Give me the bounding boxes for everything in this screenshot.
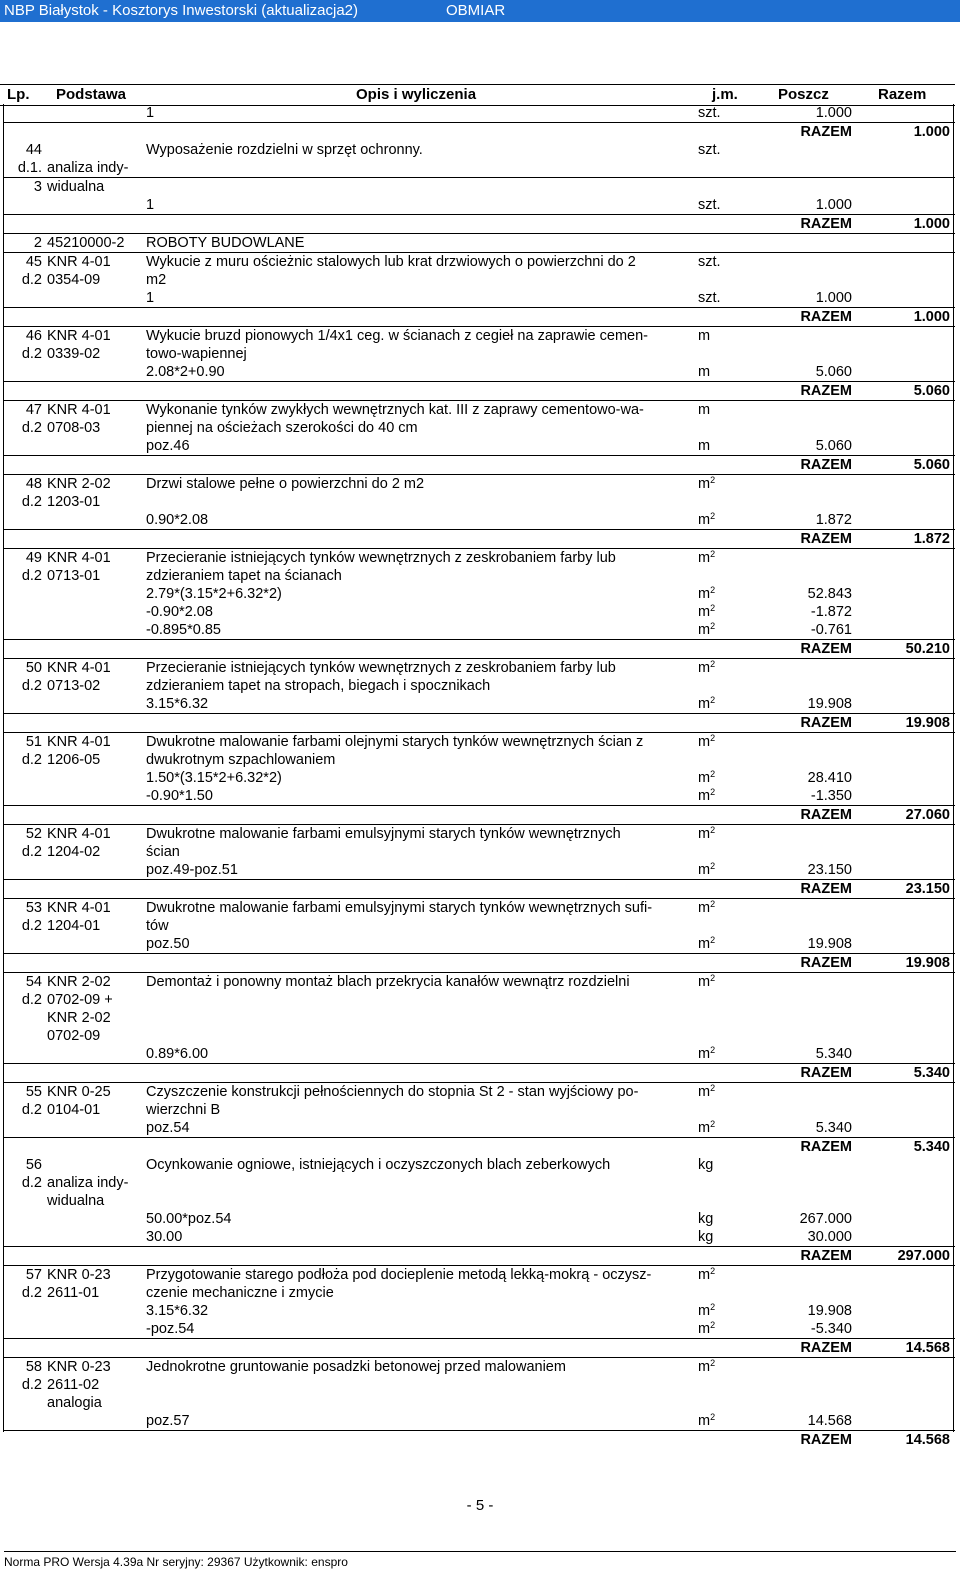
cell-podstawa: KNR 2-02 [47, 476, 111, 492]
cell-jm: kg [698, 1211, 714, 1227]
cell-poszcz: 5.340 [815, 1120, 852, 1136]
cell-podstawa: KNR 4-01 [47, 328, 111, 344]
cell-poszcz: 5.340 [815, 1046, 852, 1062]
table-row [0, 196, 955, 214]
table-row [0, 640, 955, 658]
cell-opis: ROBOTY BUDOWLANE [146, 235, 305, 251]
cell-opis: Przygotowanie starego podłoża pod docieplenie metodą lekką-mokrą - oczysz- [146, 1267, 652, 1283]
cell-opis: poz.54 [146, 1120, 190, 1136]
cell-lp: d.2 [21, 1285, 42, 1301]
cell-jm: $m^2$ [698, 973, 716, 990]
cell-opis: 1 [146, 290, 155, 306]
cell-poszcz: RAZEM [800, 383, 852, 399]
cell-poszcz: 19.908 [807, 1303, 852, 1319]
cell-podstawa: 45210000-2 [47, 235, 125, 251]
cell-podstawa: KNR 0-25 [47, 1084, 111, 1100]
cell-podstawa: KNR 4-01 [47, 550, 111, 566]
table-row [0, 159, 955, 177]
table-row [0, 714, 955, 732]
table-row [0, 530, 955, 548]
cell-razem: 297.000 [897, 1248, 950, 1264]
cell-poszcz: RAZEM [800, 216, 852, 232]
cell-lp: d.2 [21, 752, 42, 768]
cell-jm: $m^2$ [698, 585, 716, 602]
cell-poszcz: 23.150 [807, 862, 852, 878]
cell-lp: 55 [25, 1084, 42, 1100]
cell-opis: m2 [146, 272, 167, 288]
cell-razem: 14.568 [905, 1340, 950, 1356]
cell-jm: szt. [698, 142, 721, 158]
cell-jm: m [698, 328, 711, 344]
table-row [0, 1138, 955, 1156]
cell-podstawa: 0708-03 [47, 420, 101, 436]
cell-lp: 56 [25, 1157, 42, 1173]
page-number: - 5 - [466, 1497, 494, 1514]
cell-lp: d.2 [21, 992, 42, 1008]
cell-poszcz: 30.000 [807, 1229, 852, 1245]
table-row [0, 1192, 955, 1210]
cell-opis: 1 [146, 197, 155, 213]
table-row [0, 123, 955, 141]
cell-lp: 58 [25, 1359, 42, 1375]
window-title: NBP Białystok - Kosztorys Inwestorski (aktualizacja2) [4, 2, 359, 19]
cell-podstawa: KNR 4-01 [47, 660, 111, 676]
table-row [0, 1412, 955, 1430]
table-row [0, 456, 955, 474]
cell-podstawa: KNR 4-01 [47, 402, 111, 418]
table-row [0, 511, 955, 529]
cell-opis: 1.50*(3.15*2+6.32*2) [146, 770, 282, 786]
cell-razem: 27.060 [905, 807, 950, 823]
cell-poszcz: RAZEM [800, 309, 852, 325]
cell-jm: szt. [698, 197, 721, 213]
cell-razem: 5.060 [913, 457, 950, 473]
table-row [0, 382, 955, 400]
cell-lp: 45 [25, 254, 42, 270]
cell-poszcz: 14.568 [807, 1413, 852, 1429]
cell-razem: 1.000 [913, 216, 950, 232]
col-podstawa: Podstawa [56, 86, 127, 103]
cell-jm: $m^2$ [698, 861, 716, 878]
cell-opis: Dwukrotne malowanie farbami emulsyjnymi starych tynków wewnętrznych [146, 826, 621, 842]
cell-opis: dwukrotnym szpachlowaniem [146, 752, 336, 768]
cell-poszcz: -0.761 [810, 622, 852, 638]
cell-poszcz: RAZEM [800, 955, 852, 971]
table-row [0, 825, 955, 843]
table-row [0, 954, 955, 972]
window-title-bar [0, 0, 960, 22]
cell-opis: tów [146, 918, 169, 934]
cell-poszcz: RAZEM [800, 715, 852, 731]
cell-opis: Wyposażenie rozdzielni w sprzęt ochronny. [146, 142, 423, 158]
cell-jm: $m^2$ [698, 1083, 716, 1100]
cell-poszcz: 1.000 [815, 197, 852, 213]
cell-poszcz: RAZEM [800, 1340, 852, 1356]
cell-poszcz: RAZEM [800, 881, 852, 897]
cell-podstawa: 1204-02 [47, 844, 101, 860]
cell-opis: piennej na ościeżach szerokości do 40 cm [146, 420, 418, 436]
table-row [0, 1210, 955, 1228]
column-header-row [0, 84, 955, 106]
table-row [0, 1228, 955, 1246]
cell-jm: $m^2$ [698, 1266, 716, 1283]
kosztorys-table [0, 104, 955, 1449]
table-row [0, 1101, 955, 1119]
cell-opis: 2.79*(3.15*2+6.32*2) [146, 586, 282, 602]
program-footer: Norma PRO Wersja 4.39a Nr seryjny: 29367 Użytkownik: enspro [4, 1551, 956, 1570]
table-row [0, 880, 955, 898]
cell-poszcz: RAZEM [800, 641, 852, 657]
cell-lp: 49 [25, 550, 42, 566]
cell-opis: poz.46 [146, 438, 190, 454]
cell-opis: -0.90*1.50 [146, 788, 213, 804]
col-lp: Lp. [7, 86, 30, 103]
cell-podstawa: KNR 4-01 [47, 734, 111, 750]
cell-opis: 3.15*6.32 [146, 696, 209, 712]
table-row [0, 733, 955, 751]
table-row [0, 973, 955, 991]
cell-jm: $m^2$ [698, 1358, 716, 1375]
table-row [0, 215, 955, 233]
cell-lp: d.2 [21, 272, 42, 288]
cell-razem: 19.908 [905, 715, 950, 731]
cell-podstawa: 0339-02 [47, 346, 101, 362]
cell-razem: 50.210 [905, 641, 950, 657]
cell-opis: -0.90*2.08 [146, 604, 213, 620]
cell-podstawa: KNR 0-23 [47, 1359, 111, 1375]
cell-lp: d.2 [21, 1102, 42, 1118]
cell-podstawa: 1203-01 [47, 494, 101, 510]
cell-poszcz: -5.340 [810, 1321, 852, 1337]
table-row [0, 363, 955, 381]
cell-lp: d.1. [17, 160, 42, 176]
table-row [0, 935, 955, 953]
cell-poszcz: RAZEM [800, 1248, 852, 1264]
cell-opis: Jednokrotne gruntowanie posadzki betonowej przed malowaniem [146, 1359, 566, 1375]
col-poszcz: Poszcz [778, 86, 829, 103]
cell-lp: 54 [25, 974, 42, 990]
cell-opis: zdzieraniem tapet na stropach, biegach i spocznikach [146, 678, 491, 694]
table-row [0, 769, 955, 787]
table-row [0, 1394, 955, 1412]
cell-poszcz: RAZEM [800, 124, 852, 140]
cell-lp: 53 [25, 900, 42, 916]
cell-opis: 1 [146, 105, 155, 121]
cell-opis: wierzchni B [146, 1102, 221, 1118]
col-jm: j.m. [712, 86, 738, 103]
table-row [0, 253, 955, 271]
cell-opis: -poz.54 [146, 1321, 195, 1337]
table-row [0, 1302, 955, 1320]
cell-opis: Wykucie z muru ościeżnic stalowych lub krat drzwiowych o powierzchni do 2 [146, 254, 636, 270]
cell-podstawa: 0713-01 [47, 568, 101, 584]
cell-jm: $m^2$ [698, 621, 716, 638]
cell-lp: d.2 [21, 420, 42, 436]
table-row [0, 419, 955, 437]
table-row [0, 1358, 955, 1376]
table-row [0, 899, 955, 917]
cell-opis: 3.15*6.32 [146, 1303, 209, 1319]
cell-podstawa: 0354-09 [47, 272, 101, 288]
cell-poszcz: 19.908 [807, 696, 852, 712]
table-row [0, 1009, 955, 1027]
table-row [0, 621, 955, 639]
cell-opis: 30.00 [146, 1229, 183, 1245]
cell-opis: zdzieraniem tapet na ścianach [146, 568, 342, 584]
cell-poszcz: 28.410 [807, 770, 852, 786]
cell-jm: szt. [698, 105, 721, 121]
table-row [0, 1027, 955, 1045]
table-row [0, 677, 955, 695]
table-row [0, 1247, 955, 1265]
cell-poszcz: RAZEM [800, 1065, 852, 1081]
cell-opis: Czyszczenie konstrukcji pełnościennych do stopnia St 2 - stan wyjściowy po- [146, 1084, 639, 1100]
cell-podstawa: 0104-01 [47, 1102, 101, 1118]
cell-jm: $m^2$ [698, 1045, 716, 1062]
cell-lp: d.2 [21, 678, 42, 694]
cell-lp: d.2 [21, 1377, 42, 1393]
cell-podstawa: KNR 4-01 [47, 900, 111, 916]
cell-jm: $m^2$ [698, 935, 716, 952]
table-row [0, 141, 955, 159]
cell-podstawa: 0702-09 [47, 1028, 101, 1044]
cell-opis: 0.89*6.00 [146, 1046, 209, 1062]
table-row [0, 585, 955, 603]
cell-razem: 5.060 [913, 383, 950, 399]
table-row [0, 234, 955, 252]
cell-opis: Wykucie bruzd pionowych 1/4x1 ceg. w ścianach z cegieł na zaprawie cemen- [146, 328, 648, 344]
cell-jm: szt. [698, 254, 721, 270]
cell-podstawa: widualna [47, 1193, 105, 1209]
cell-opis: 0.90*2.08 [146, 512, 209, 528]
cell-poszcz: 1.872 [815, 512, 852, 528]
table-row [0, 1045, 955, 1063]
table-row [0, 787, 955, 805]
cell-razem: 1.000 [913, 124, 950, 140]
cell-podstawa: KNR 4-01 [47, 254, 111, 270]
cell-podstawa: KNR 4-01 [47, 826, 111, 842]
cell-jm: $m^2$ [698, 659, 716, 676]
cell-lp: 52 [25, 826, 42, 842]
table-row [0, 1119, 955, 1137]
cell-podstawa: KNR 2-02 [47, 974, 111, 990]
cell-poszcz: 52.843 [807, 586, 852, 602]
cell-jm: $m^2$ [698, 475, 716, 492]
cell-razem: 5.340 [913, 1139, 950, 1155]
cell-jm: $m^2$ [698, 787, 716, 804]
cell-podstawa: 0713-02 [47, 678, 101, 694]
cell-lp: 46 [25, 328, 42, 344]
cell-podstawa: 0702-09 + [47, 992, 113, 1008]
cell-razem: 1.000 [913, 309, 950, 325]
cell-opis: Wykonanie tynków zwykłych wewnętrznych kat. III z zaprawy cementowo-wa- [146, 402, 644, 418]
cell-lp: 47 [25, 402, 42, 418]
cell-jm: $m^2$ [698, 899, 716, 916]
col-razem: Razem [878, 86, 927, 103]
cell-poszcz: RAZEM [800, 1139, 852, 1155]
cell-lp: d.2 [21, 346, 42, 362]
cell-lp: d.2 [21, 494, 42, 510]
cell-poszcz: 1.000 [815, 105, 852, 121]
cell-poszcz: RAZEM [800, 1432, 852, 1448]
cell-opis: 50.00*poz.54 [146, 1211, 232, 1227]
cell-jm: $m^2$ [698, 1302, 716, 1319]
cell-jm: kg [698, 1157, 714, 1173]
cell-jm: m [698, 438, 711, 454]
table-row [0, 567, 955, 585]
cell-jm: $m^2$ [698, 733, 716, 750]
cell-lp: 50 [25, 660, 42, 676]
table-row [0, 271, 955, 289]
table-row [0, 1064, 955, 1082]
cell-podstawa: KNR 2-02 [47, 1010, 111, 1026]
col-opis: Opis i wyliczenia [356, 86, 477, 103]
cell-podstawa: analiza indy- [47, 1175, 129, 1191]
cell-lp: 2 [33, 235, 42, 251]
cell-razem: 23.150 [905, 881, 950, 897]
cell-podstawa: 1206-05 [47, 752, 101, 768]
cell-lp: 48 [25, 476, 42, 492]
table-row [0, 1320, 955, 1338]
table-row [0, 917, 955, 935]
cell-jm: $m^2$ [698, 769, 716, 786]
table-row [0, 104, 955, 122]
cell-opis: Ocynkowanie ogniowe, istniejących i oczyszczonych blach zeberkowych [146, 1157, 611, 1173]
cell-poszcz: RAZEM [800, 457, 852, 473]
table-row [0, 1284, 955, 1302]
cell-opis: Drzwi stalowe pełne o powierzchni do 2 m2 [146, 476, 425, 492]
cell-poszcz: 267.000 [799, 1211, 852, 1227]
table-row [0, 308, 955, 326]
cell-podstawa: analogia [47, 1395, 102, 1411]
cell-razem: 19.908 [905, 955, 950, 971]
cell-lp: 3 [33, 179, 42, 195]
cell-razem: 1.872 [913, 531, 950, 547]
cell-jm: $m^2$ [698, 1320, 716, 1337]
table-row [0, 549, 955, 567]
table-row [0, 1431, 955, 1449]
cell-jm: $m^2$ [698, 603, 716, 620]
cell-lp: 44 [25, 142, 42, 158]
cell-poszcz: 19.908 [807, 936, 852, 952]
table-row [0, 843, 955, 861]
cell-opis: Dwukrotne malowanie farbami olejnymi starych tynków wewnętrznych ścian z [146, 734, 644, 750]
cell-poszcz: 5.060 [815, 438, 852, 454]
section-title: OBMIAR [446, 2, 506, 19]
table-row [0, 327, 955, 345]
table-row [0, 1174, 955, 1192]
table-row [0, 1376, 955, 1394]
cell-opis: czenie mechaniczne i zmycie [146, 1285, 334, 1301]
cell-lp: 57 [25, 1267, 42, 1283]
cell-poszcz: -1.350 [810, 788, 852, 804]
table-row [0, 1083, 955, 1101]
cell-razem: 14.568 [905, 1432, 950, 1448]
cell-jm: kg [698, 1229, 714, 1245]
table-row [0, 1266, 955, 1284]
cell-opis: ścian [146, 844, 180, 860]
table-row [0, 1156, 955, 1174]
cell-razem: 5.340 [913, 1065, 950, 1081]
cell-opis: poz.49-poz.51 [146, 862, 238, 878]
table-row [0, 751, 955, 769]
table-row [0, 475, 955, 493]
cell-opis: Przecieranie istniejących tynków wewnętrznych z zeskrobaniem farby lub [146, 660, 616, 676]
cell-lp: d.2 [21, 1175, 42, 1191]
cell-jm: m [698, 364, 711, 380]
cell-lp: 51 [25, 734, 42, 750]
table-row [0, 437, 955, 455]
cell-jm: szt. [698, 290, 721, 306]
table-row [0, 806, 955, 824]
cell-poszcz: 5.060 [815, 364, 852, 380]
cell-opis: towo-wapiennej [146, 346, 247, 362]
table-row [0, 659, 955, 677]
cell-podstawa: analiza indy- [47, 160, 129, 176]
cell-podstawa: widualna [47, 179, 105, 195]
cell-jm: $m^2$ [698, 1119, 716, 1136]
cell-poszcz: 1.000 [815, 290, 852, 306]
cell-podstawa: 1204-01 [47, 918, 101, 934]
table-row [0, 603, 955, 621]
cell-jm: $m^2$ [698, 511, 716, 528]
table-row [0, 695, 955, 713]
cell-lp: d.2 [21, 844, 42, 860]
table-row [0, 991, 955, 1009]
table-row [0, 345, 955, 363]
table-row [0, 1339, 955, 1357]
cell-lp: d.2 [21, 918, 42, 934]
cell-jm: $m^2$ [698, 549, 716, 566]
cell-podstawa: 2611-02 [47, 1377, 100, 1393]
cell-opis: Dwukrotne malowanie farbami emulsyjnymi starych tynków wewnętrznych sufi- [146, 900, 653, 916]
cell-poszcz: RAZEM [800, 531, 852, 547]
table-row [0, 178, 955, 196]
table-row [0, 493, 955, 511]
cell-poszcz: RAZEM [800, 807, 852, 823]
table-row [0, 861, 955, 879]
table-row [0, 289, 955, 307]
cell-poszcz: -1.872 [810, 604, 852, 620]
table-row [0, 401, 955, 419]
cell-jm: $m^2$ [698, 695, 716, 712]
cell-opis: Przecieranie istniejących tynków wewnętrznych z zeskrobaniem farby lub [146, 550, 616, 566]
cell-opis: Demontaż i ponowny montaż blach przekrycia kanałów wewnątrz rozdzielni [146, 974, 630, 990]
cell-opis: poz.57 [146, 1413, 190, 1429]
cell-opis: poz.50 [146, 936, 190, 952]
cell-jm: $m^2$ [698, 825, 716, 842]
cell-podstawa: 2611-01 [47, 1285, 100, 1301]
cell-jm: m [698, 402, 711, 418]
cell-lp: d.2 [21, 568, 42, 584]
cell-opis: 2.08*2+0.90 [146, 364, 225, 380]
cell-jm: $m^2$ [698, 1412, 716, 1429]
cell-podstawa: KNR 0-23 [47, 1267, 111, 1283]
cell-opis: -0.895*0.85 [146, 622, 221, 638]
